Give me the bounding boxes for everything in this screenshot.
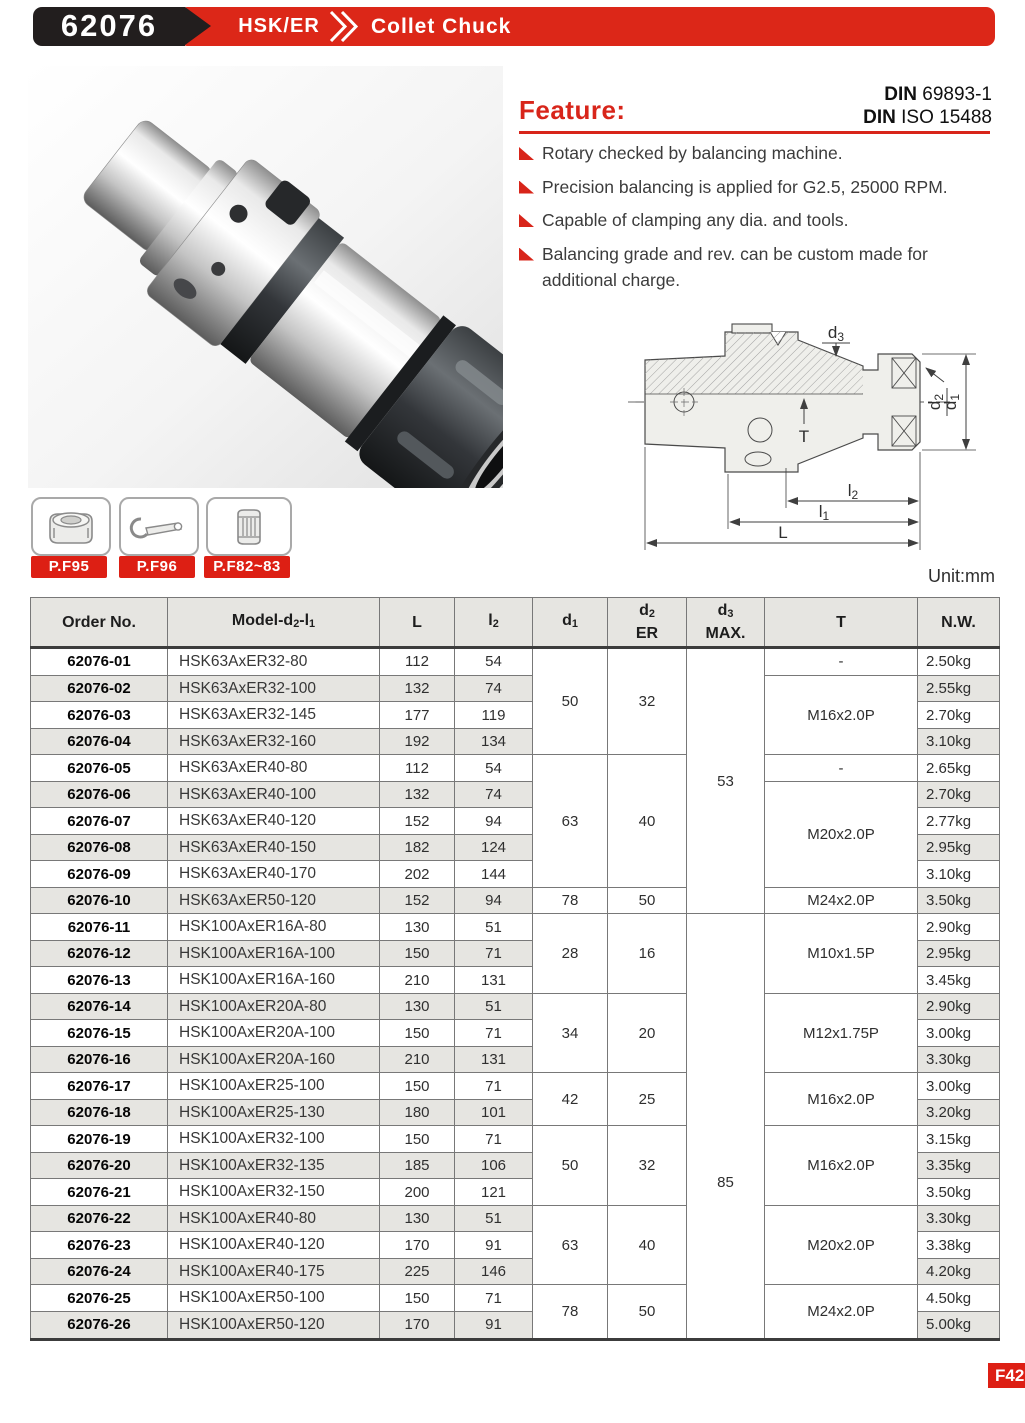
bullet-triangle-icon [519, 181, 534, 194]
feature-bullet: Capable of clamping any dia. and tools. [519, 210, 1011, 237]
cell-l: 180 [380, 1099, 455, 1126]
chevron-separator-icon [328, 11, 362, 42]
cell-d3-max: 53 [687, 648, 765, 914]
cell-order-no: 62076-10 [31, 887, 168, 914]
cell-order-no: 62076-15 [31, 1020, 168, 1047]
cell-nw: 2.90kg [918, 914, 1000, 941]
cell-l2: 94 [455, 887, 533, 914]
table-row [31, 1073, 1000, 1100]
cell-order-no: 62076-04 [31, 728, 168, 755]
cell-order-no: 62076-09 [31, 861, 168, 888]
cell-model: HSK100AxER40-175 [168, 1258, 380, 1285]
series-label: HSK/ER [238, 15, 320, 37]
cell-model: HSK63AxER50-120 [168, 887, 380, 914]
cell-l2: 131 [455, 967, 533, 994]
cell-l2: 54 [455, 648, 533, 676]
table-row [31, 914, 1000, 941]
cell-l: 177 [380, 702, 455, 729]
cell-model: HSK100AxER25-100 [168, 1073, 380, 1100]
cell-order-no: 62076-05 [31, 755, 168, 782]
cell-model: HSK63AxER32-80 [168, 648, 380, 676]
col-header-l2: l2 [455, 598, 533, 648]
hook-spanner-icon [128, 506, 190, 548]
technical-drawing [608, 300, 1020, 570]
cell-l2: 74 [455, 675, 533, 702]
cell-d1: 78 [533, 1285, 608, 1340]
cell-l: 150 [380, 1285, 455, 1312]
cell-model: HSK100AxER32-100 [168, 1126, 380, 1153]
cell-nw: 2.70kg [918, 781, 1000, 808]
cell-order-no: 62076-06 [31, 781, 168, 808]
cell-t: M16x2.0P [765, 1126, 918, 1206]
cell-model: HSK100AxER40-120 [168, 1232, 380, 1259]
cell-nw: 4.20kg [918, 1258, 1000, 1285]
cell-l2: 144 [455, 861, 533, 888]
cell-order-no: 62076-23 [31, 1232, 168, 1259]
cell-l: 130 [380, 1205, 455, 1232]
cell-l: 210 [380, 1046, 455, 1073]
cell-l2: 71 [455, 940, 533, 967]
bullet-triangle-icon [519, 248, 534, 261]
accessory-page-ref-3: P.F82~83 [204, 556, 290, 578]
cell-t: - [765, 755, 918, 782]
cell-l2: 71 [455, 1285, 533, 1312]
cell-l2: 106 [455, 1152, 533, 1179]
cell-model: HSK63AxER32-100 [168, 675, 380, 702]
page-title: Collet Chuck [371, 15, 512, 38]
cell-t: M20x2.0P [765, 781, 918, 887]
cell-nw: 2.90kg [918, 993, 1000, 1020]
cell-order-no: 62076-24 [31, 1258, 168, 1285]
page-ref-badge: F42 [988, 1363, 1025, 1388]
cell-model: HSK100AxER20A-160 [168, 1046, 380, 1073]
cell-model: HSK100AxER50-120 [168, 1311, 380, 1339]
cell-order-no: 62076-21 [31, 1179, 168, 1206]
bullet-triangle-icon [519, 147, 534, 160]
cell-model: HSK63AxER40-120 [168, 808, 380, 835]
cell-order-no: 62076-17 [31, 1073, 168, 1100]
cell-l: 170 [380, 1232, 455, 1259]
cell-order-no: 62076-02 [31, 675, 168, 702]
table-row [31, 675, 1000, 702]
cell-nw: 2.95kg [918, 834, 1000, 861]
cell-order-no: 62076-11 [31, 914, 168, 941]
cell-l2: 51 [455, 914, 533, 941]
cell-model: HSK100AxER50-100 [168, 1285, 380, 1312]
cell-l2: 71 [455, 1126, 533, 1153]
cell-model: HSK63AxER40-170 [168, 861, 380, 888]
cell-order-no: 62076-19 [31, 1126, 168, 1153]
cell-l2: 146 [455, 1258, 533, 1285]
cell-l2: 124 [455, 834, 533, 861]
cell-l2: 94 [455, 808, 533, 835]
cell-model: HSK63AxER40-150 [168, 834, 380, 861]
cell-nw: 5.00kg [918, 1311, 1000, 1339]
cell-nw: 2.50kg [918, 648, 1000, 676]
table-row [31, 1205, 1000, 1232]
cell-l: 170 [380, 1311, 455, 1339]
cell-l: 150 [380, 1020, 455, 1047]
cell-order-no: 62076-18 [31, 1099, 168, 1126]
cell-nw: 3.10kg [918, 728, 1000, 755]
table-row [31, 993, 1000, 1020]
cell-nw: 2.77kg [918, 808, 1000, 835]
accessory-thumb-er-collet [206, 497, 292, 556]
cell-nw: 3.00kg [918, 1020, 1000, 1047]
product-photo [28, 66, 503, 488]
table-row [31, 755, 1000, 782]
cell-l: 150 [380, 1073, 455, 1100]
cell-model: HSK100AxER20A-100 [168, 1020, 380, 1047]
table-header-row [31, 598, 1000, 648]
cell-nw: 2.55kg [918, 675, 1000, 702]
cell-order-no: 62076-14 [31, 993, 168, 1020]
table-row [31, 648, 1000, 676]
cell-nw: 3.30kg [918, 1205, 1000, 1232]
cell-l2: 74 [455, 781, 533, 808]
cell-order-no: 62076-01 [31, 648, 168, 676]
col-header-d3-max: d3 MAX. [687, 598, 765, 648]
cell-order-no: 62076-03 [31, 702, 168, 729]
cell-l: 150 [380, 940, 455, 967]
cell-d2-er: 50 [608, 887, 687, 914]
cell-nw: 3.50kg [918, 1179, 1000, 1206]
cell-l2: 91 [455, 1311, 533, 1339]
cell-model: HSK63AxER32-160 [168, 728, 380, 755]
spec-table-container [30, 597, 1000, 1341]
bullet-triangle-icon [519, 214, 534, 227]
cell-nw: 3.00kg [918, 1073, 1000, 1100]
feature-underline [519, 131, 990, 134]
cell-l2: 71 [455, 1020, 533, 1047]
standard-line-1: DIN 69893-1 [884, 84, 992, 105]
cell-model: HSK100AxER40-80 [168, 1205, 380, 1232]
table-row [31, 781, 1000, 808]
cell-l: 132 [380, 675, 455, 702]
cell-d2-er: 50 [608, 1285, 687, 1340]
cell-nw: 3.50kg [918, 887, 1000, 914]
feature-bullet: Precision balancing is applied for G2.5, 25000 RPM. [519, 177, 1011, 204]
cell-order-no: 62076-20 [31, 1152, 168, 1179]
cell-nw: 4.50kg [918, 1285, 1000, 1312]
cell-d1: 50 [533, 648, 608, 755]
cell-l: 200 [380, 1179, 455, 1206]
cell-order-no: 62076-08 [31, 834, 168, 861]
cell-l: 202 [380, 861, 455, 888]
cell-nw: 3.30kg [918, 1046, 1000, 1073]
cell-l: 185 [380, 1152, 455, 1179]
cell-d2-er: 25 [608, 1073, 687, 1126]
cell-l: 112 [380, 648, 455, 676]
er-collet-icon [218, 506, 280, 548]
cell-model: HSK63AxER40-100 [168, 781, 380, 808]
cell-order-no: 62076-16 [31, 1046, 168, 1073]
dim-label-d3: d3 [827, 323, 845, 344]
dim-label-d1: d1 [941, 393, 962, 411]
cell-l: 112 [380, 755, 455, 782]
accessory-thumb-hook-spanner [119, 497, 199, 556]
cell-d1: 63 [533, 1205, 608, 1285]
cell-l: 152 [380, 808, 455, 835]
cell-l2: 131 [455, 1046, 533, 1073]
banner-arrow-shape [185, 7, 211, 45]
page-banner [33, 7, 995, 46]
cell-l2: 51 [455, 993, 533, 1020]
standard-line-2: DIN ISO 15488 [863, 107, 992, 128]
cell-model: HSK100AxER25-130 [168, 1099, 380, 1126]
dim-label-l2: l2 [847, 481, 859, 502]
cell-d2-er: 20 [608, 993, 687, 1073]
cell-nw: 2.65kg [918, 755, 1000, 782]
cell-l: 152 [380, 887, 455, 914]
cell-t: M24x2.0P [765, 1285, 918, 1340]
cell-model: HSK100AxER32-150 [168, 1179, 380, 1206]
cell-d2-er: 40 [608, 755, 687, 888]
cell-model: HSK100AxER20A-80 [168, 993, 380, 1020]
cell-order-no: 62076-13 [31, 967, 168, 994]
table-row [31, 1126, 1000, 1153]
dim-label-l1: l1 [818, 502, 830, 523]
cell-d2-er: 32 [608, 648, 687, 755]
col-header-d1: d1 [533, 598, 608, 648]
cell-order-no: 62076-07 [31, 808, 168, 835]
cell-l2: 101 [455, 1099, 533, 1126]
dim-label-t: T [798, 427, 810, 446]
cell-l: 210 [380, 967, 455, 994]
cell-l: 132 [380, 781, 455, 808]
cell-model: HSK100AxER16A-100 [168, 940, 380, 967]
col-header-t: T [765, 598, 918, 648]
cell-t: M20x2.0P [765, 1205, 918, 1285]
cell-d2-er: 32 [608, 1126, 687, 1206]
cell-order-no: 62076-26 [31, 1311, 168, 1339]
cell-order-no: 62076-25 [31, 1285, 168, 1312]
cell-nw: 3.38kg [918, 1232, 1000, 1259]
cell-d2-er: 40 [608, 1205, 687, 1285]
feature-bullet: Rotary checked by balancing machine. [519, 143, 1011, 170]
cell-l: 182 [380, 834, 455, 861]
cell-l: 225 [380, 1258, 455, 1285]
cell-l2: 71 [455, 1073, 533, 1100]
cell-nw: 2.70kg [918, 702, 1000, 729]
cell-nw: 3.35kg [918, 1152, 1000, 1179]
cell-l2: 91 [455, 1232, 533, 1259]
cell-d1: 78 [533, 887, 608, 914]
cell-t: M10x1.5P [765, 914, 918, 994]
cell-model: HSK63AxER32-145 [168, 702, 380, 729]
cell-t: M24x2.0P [765, 887, 918, 914]
cell-nw: 2.95kg [918, 940, 1000, 967]
unit-label: Unit:mm [928, 566, 995, 586]
table-row [31, 887, 1000, 914]
dim-label-L: L [778, 523, 788, 542]
product-code: 62076 [60, 8, 158, 43]
cell-d1: 28 [533, 914, 608, 994]
cell-l2: 54 [455, 755, 533, 782]
spec-table [30, 597, 1000, 1341]
col-header-model: Model-d2-l1 [168, 598, 380, 648]
cell-d3-max: 85 [687, 914, 765, 1340]
cell-nw: 3.45kg [918, 967, 1000, 994]
cell-l: 130 [380, 993, 455, 1020]
cell-nw: 3.10kg [918, 861, 1000, 888]
cell-nw: 3.15kg [918, 1126, 1000, 1153]
col-header-d2-er: d2 ER [608, 598, 687, 648]
cell-l: 192 [380, 728, 455, 755]
feature-bullet-list [519, 143, 1011, 304]
feature-heading: Feature: [519, 95, 626, 125]
cell-d1: 50 [533, 1126, 608, 1206]
cell-l2: 51 [455, 1205, 533, 1232]
cell-d1: 34 [533, 993, 608, 1073]
cell-d1: 63 [533, 755, 608, 888]
col-header-l: L [380, 598, 455, 648]
cell-t: M12x1.75P [765, 993, 918, 1073]
col-header-order-no: Order No. [31, 598, 168, 648]
cell-order-no: 62076-12 [31, 940, 168, 967]
accessory-page-ref-1: P.F95 [31, 556, 107, 578]
cell-model: HSK100AxER16A-80 [168, 914, 380, 941]
cell-nw: 3.20kg [918, 1099, 1000, 1126]
col-header-nw: N.W. [918, 598, 1000, 648]
cell-model: HSK100AxER16A-160 [168, 967, 380, 994]
table-row [31, 1285, 1000, 1312]
cell-t: - [765, 648, 918, 676]
cell-d2-er: 16 [608, 914, 687, 994]
cell-l: 130 [380, 914, 455, 941]
cell-l2: 121 [455, 1179, 533, 1206]
feature-bullet: Balancing grade and rev. can be custom made for additional charge. [519, 244, 1011, 297]
cell-model: HSK63AxER40-80 [168, 755, 380, 782]
clamping-nut-icon [40, 506, 102, 548]
dim-label-d2: d2 [925, 393, 946, 411]
cell-l: 150 [380, 1126, 455, 1153]
cell-l2: 134 [455, 728, 533, 755]
cell-model: HSK100AxER32-135 [168, 1152, 380, 1179]
accessory-page-ref-2: P.F96 [119, 556, 195, 578]
cell-d1: 42 [533, 1073, 608, 1126]
accessory-thumb-clamping-nut [31, 497, 111, 556]
standards-block [863, 83, 992, 129]
cell-t: M16x2.0P [765, 1073, 918, 1126]
cell-l2: 119 [455, 702, 533, 729]
cell-order-no: 62076-22 [31, 1205, 168, 1232]
cell-t: M16x2.0P [765, 675, 918, 755]
